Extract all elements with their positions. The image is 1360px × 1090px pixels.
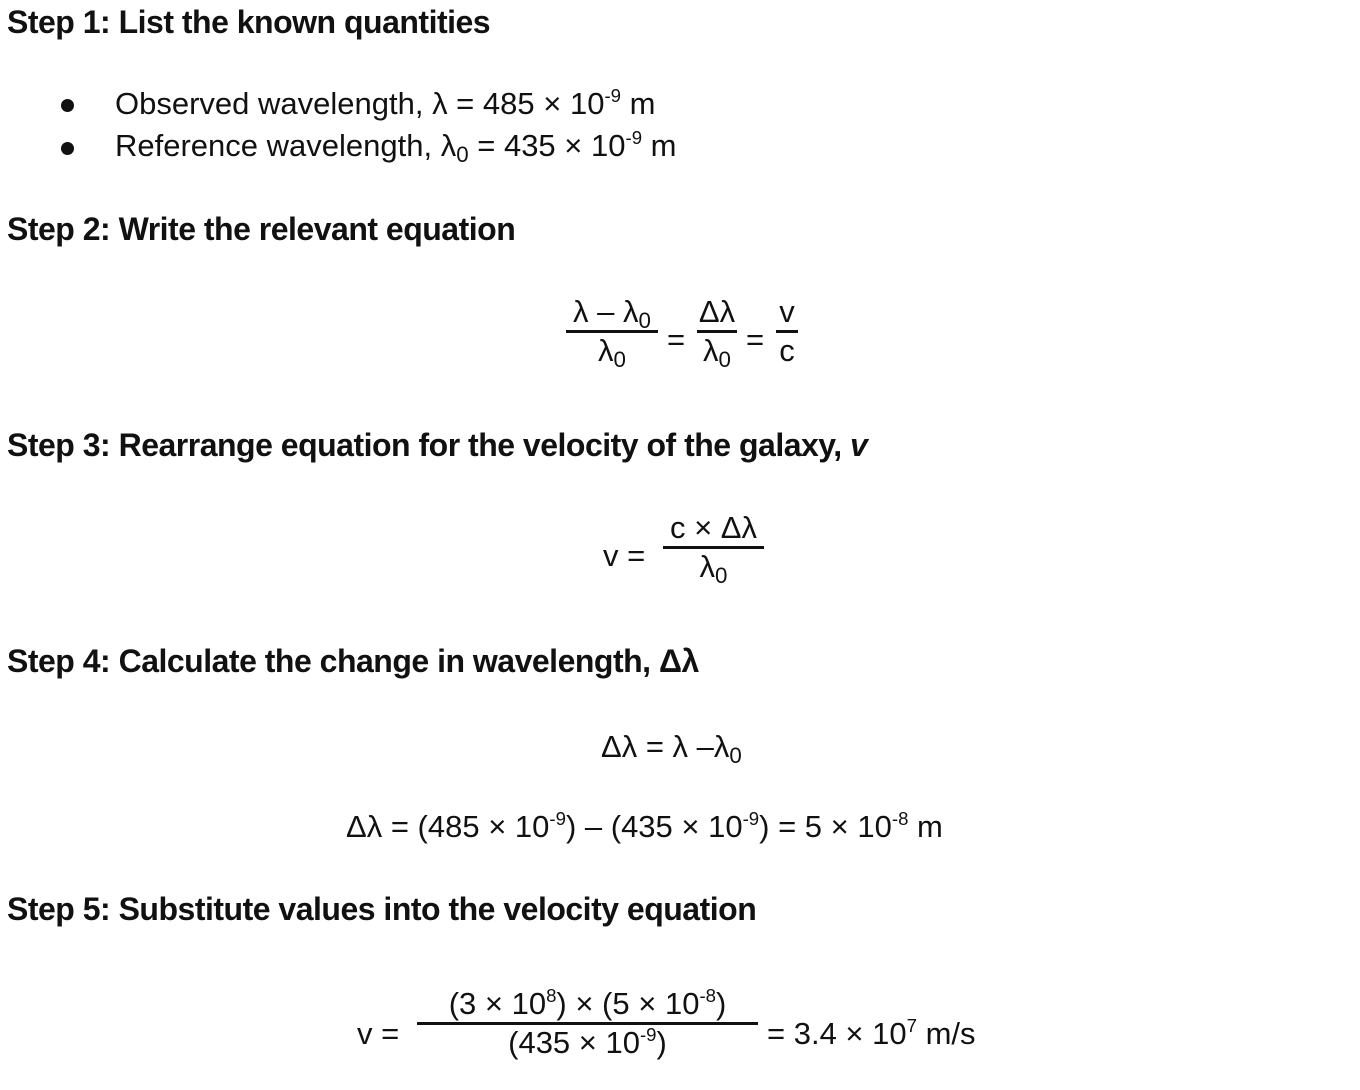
fraction-shift-over-reference: λ – $\lambda_0$ $\lambda_0$ [566,294,658,369]
bullet-icon [61,142,74,155]
known-observed-wavelength: Observed wavelength, $\lambda = 485 \times 10^{-9}$ m [115,84,656,121]
equals-sign: = [746,322,765,357]
step-2-heading: Step 2: Write the relevant equation [7,211,516,247]
step-1-heading: Step 1: List the known quantities [7,4,491,40]
delta-lambda-calculation: $\Delta\lambda = (485 \times 10^{-9}) - (435 \times 10^{-9}) = 5 \times 10^{-8}$ m [346,807,943,844]
fraction-delta-lambda: Δλ $\lambda_0$ [698,294,736,373]
fraction-v-over-c: v c [776,294,798,369]
equals-sign: = [667,322,686,357]
velocity-result: = $3.4 \times 10^7$ m/s [767,1014,976,1051]
step-4-heading: Step 4: Calculate the change in wavelength, Δλ [7,643,699,679]
velocity-lhs: v = [603,538,646,573]
step-5-heading: Step 5: Substitute values into the velocity equation [7,891,757,927]
velocity-lhs: v = [357,1016,400,1051]
known-reference-wavelength: Reference wavelength, $\lambda_0 = 435 \times 10^{-9}$ m [115,126,677,168]
fraction-velocity: c × Δλ $\lambda_0$ [663,510,764,585]
delta-lambda-definition: Δλ = λ $-\lambda_0$ [601,729,742,769]
step-3-heading: Step 3: Rearrange equation for the velocity of the galaxy, v [7,427,868,463]
bullet-icon [61,99,74,112]
fraction-velocity-substituted: $(3 \times 10^8) \times (5 \times 10^{-8})$ $(435 \times 10^{-9})$ [417,986,758,1061]
